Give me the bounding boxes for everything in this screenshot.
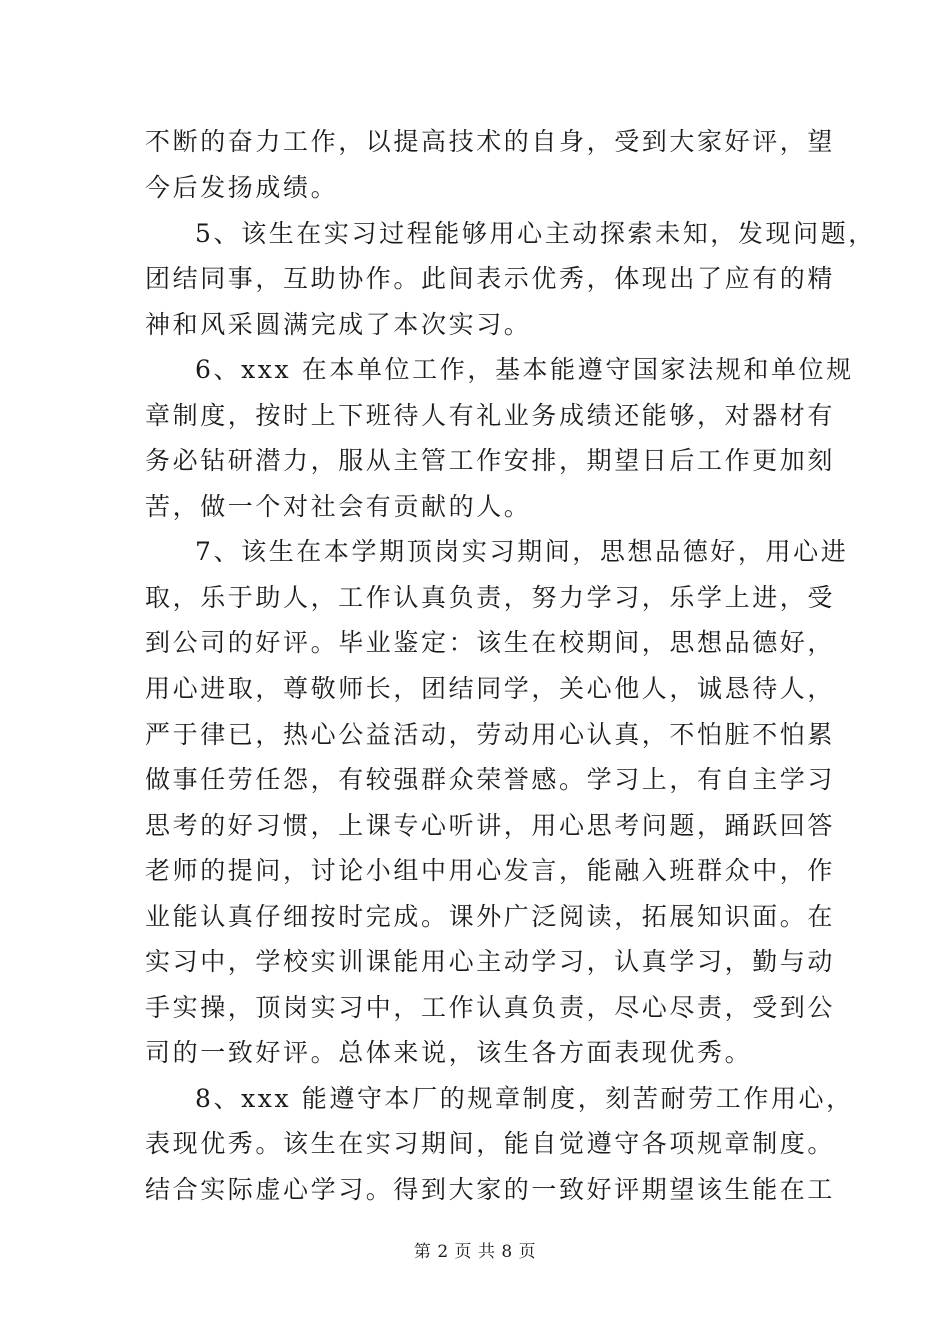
text-line: 苦，做一个对社会有贡献的人。 <box>145 492 532 521</box>
text-line: 做事任劳任怨，有较强群众荣誉感。学习上，有自主学习 <box>145 765 836 794</box>
text-line: 章制度，按时上下班待人有礼业务成绩还能够，对器材有 <box>145 401 836 430</box>
text-line: 不断的奋力工作，以提高技术的自身，受到大家好评，望 <box>145 127 836 156</box>
text-line: 表现优秀。该生在实习期间，能自觉遵守各项规章制度。 <box>145 1129 836 1158</box>
text-line: 神和风采圆满完成了本次实习。 <box>145 310 532 339</box>
paragraph-start-line: 6、xxx 在本单位工作，基本能遵守国家法规和单位规 <box>195 355 854 384</box>
paragraph-start-line: 8、xxx 能遵守本厂的规章制度，刻苦耐劳工作用心， <box>195 1084 854 1113</box>
text-line: 实习中，学校实训课能用心主动学习，认真学习，勤与动 <box>145 947 836 976</box>
text-line: 严于律已，热心公益活动，劳动用心认真，不怕脏不怕累 <box>145 720 836 749</box>
text-line: 思考的好习惯，上课专心听讲，用心思考问题，踊跃回答 <box>145 811 836 840</box>
text-line: 用心进取，尊敬师长，团结同学，关心他人，诚恳待人， <box>145 674 836 703</box>
text-line: 团结同事，互助协作。此间表示优秀，体现出了应有的精 <box>145 264 836 293</box>
text-line: 结合实际虚心学习。得到大家的一致好评期望该生能在工 <box>145 1175 836 1204</box>
text-line: 业能认真仔细按时完成。课外广泛阅读，拓展知识面。在 <box>145 902 836 931</box>
paragraph-start-line: 5、该生在实习过程能够用心主动探索未知，发现问题， <box>195 219 876 248</box>
text-line: 今后发扬成绩。 <box>145 173 339 202</box>
text-line: 务必钻研潜力，服从主管工作安排，期望日后工作更加刻 <box>145 446 836 475</box>
text-line: 取，乐于助人，工作认真负责，努力学习，乐学上进，受 <box>145 583 836 612</box>
text-line: 到公司的好评。毕业鉴定：该生在校期间，思想品德好， <box>145 628 836 657</box>
text-line: 老师的提问，讨论小组中用心发言，能融入班群众中，作 <box>145 856 836 885</box>
page-number-footer: 第 2 页 共 8 页 <box>413 1242 537 1262</box>
text-line: 手实操，顶岗实习中，工作认真负责，尽心尽责，受到公 <box>145 993 836 1022</box>
text-line: 司的一致好评。总体来说，该生各方面表现优秀。 <box>145 1038 753 1067</box>
paragraph-start-line: 7、该生在本学期顶岗实习期间，思想品德好，用心进 <box>195 537 849 566</box>
